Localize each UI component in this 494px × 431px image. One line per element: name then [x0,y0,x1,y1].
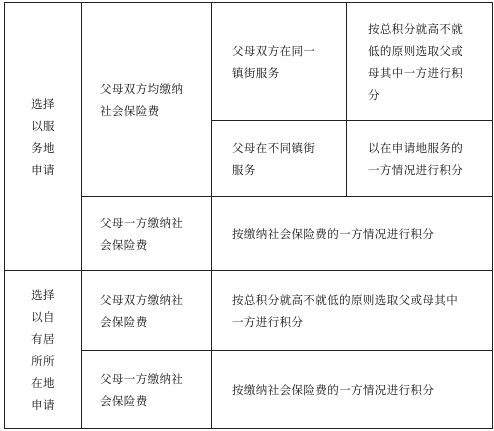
condition-text: 父母一方缴纳社 会保险费 [100,371,184,408]
table-border-right [492,2,493,429]
rule-both-parents-residence [232,271,492,350]
section-label-service-location [5,3,81,270]
condition-text: 父母在不同镇街 服务 [232,140,316,177]
condition-both-parents-insured-residence [100,271,211,350]
section-label-own-residence [5,271,81,428]
condition-text: 父母双方缴纳社 会保险费 [100,292,184,329]
condition-different-towns [232,121,346,196]
rule-text: 以在申请地服务的 一方情况进行积分 [368,140,464,177]
section-label-text: 选择 以自 有居 所所 在地 申请 [31,287,55,412]
condition-same-town [232,3,346,120]
rule-different-towns [368,121,492,196]
condition-both-parents-insured [100,3,211,196]
rule-one-parent-residence [232,351,492,428]
rule-text: 按总积分就高不就 低的原则选取父或 母其中一方进行积 分 [368,21,464,102]
condition-text: 父母双方在同一 镇街服务 [232,43,316,80]
column-divider [346,2,347,196]
rule-text: 按缴纳社会保险费的一方情况进行积分 [232,382,435,397]
column-divider [81,2,82,429]
condition-one-parent-insured [100,197,211,270]
condition-text: 父母双方均缴纳 社会保险费 [100,81,184,118]
condition-text: 父母一方缴纳社 会保险费 [100,215,184,252]
rule-same-town [368,3,492,120]
rule-text: 按总积分就高不就低的原则选取父或母其中 一方进行积分 [232,292,459,329]
condition-one-parent-insured-residence [100,351,211,428]
rule-text: 按缴纳社会保险费的一方情况进行积分 [232,226,435,241]
column-divider [211,2,212,429]
table-border-bottom [4,428,493,429]
rule-one-parent-insured [232,197,492,270]
section-label-text: 选择 以服 务地 申请 [31,96,55,177]
